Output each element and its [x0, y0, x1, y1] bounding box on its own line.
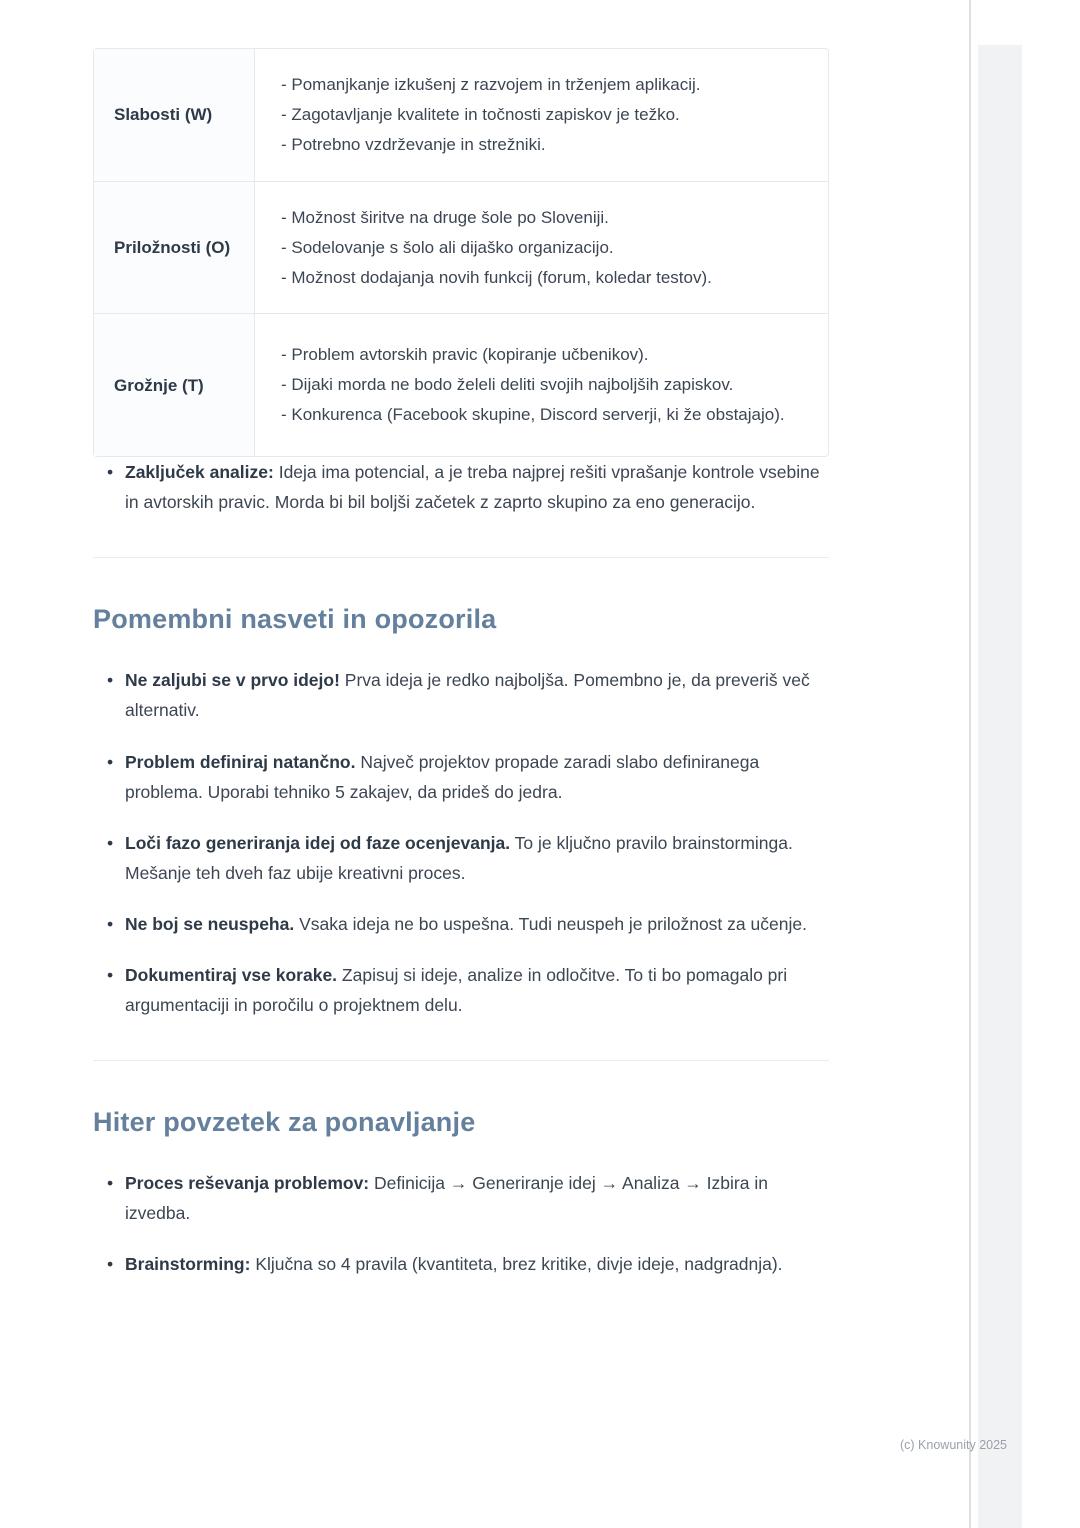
row-content — [254, 314, 828, 456]
tips-list — [93, 665, 829, 1020]
bullet-text: Največ projektov propade zaradi slabo definiranega problema. Uporabi tehniko 5 zakajev, da prideš do jedra. — [125, 751, 760, 802]
row-label-text: Slabosti (W) — [114, 105, 213, 125]
table-row-weaknesses — [94, 49, 828, 182]
row-item: - Dijaki morda ne bodo želeli deliti svojih najboljših zapiskov. — [281, 375, 734, 395]
summary-list — [93, 1168, 829, 1279]
bullet-text: Zapisuj si ideje, analize in odločitve. To ti bo pomagalo pri argumentaciji in poročilu o projektnem delu. — [125, 965, 788, 1016]
bullet-lead: Ne boj se neuspeha. — [125, 913, 295, 934]
table-row-opportunities — [94, 182, 828, 315]
row-label — [94, 314, 254, 456]
row-item: - Zagotavljanje kvalitete in točnosti zapiskov je težko. — [281, 104, 680, 124]
row-item: - Konkurenca (Facebook skupine, Discord serverji, ki že obstajajo). — [281, 405, 785, 425]
list-item — [107, 828, 829, 888]
conclusion-list — [93, 457, 829, 517]
list-item — [107, 457, 829, 517]
bullet-lead: Problem definiraj natančno. — [125, 751, 356, 772]
conclusion-lead: Zaključek analize: — [125, 462, 274, 483]
bullet-text: To je ključno pravilo brainstorminga. Mešanje teh dveh faz ubije kreativni proces. — [125, 832, 793, 883]
section-divider — [93, 1060, 829, 1061]
bullet-lead: Ne zaljubi se v prvo idejo! — [125, 670, 340, 691]
row-label — [94, 49, 254, 181]
bullet-lead: Proces reševanja problemov: — [125, 1173, 370, 1194]
table-row-threats — [94, 314, 828, 456]
list-item — [107, 1249, 829, 1279]
conclusion-text: Ideja ima potencial, a je treba najprej rešiti vprašanje kontrole vsebine in avtorskih pravic. Morda bi bil boljši začetek z zaprto skupino za eno generacijo. — [125, 462, 820, 513]
bullet-lead: Brainstorming: — [125, 1254, 251, 1275]
scrollbar-track[interactable] — [978, 45, 1022, 1528]
copyright-notice: (c) Knowunity 2025 — [900, 1438, 1008, 1452]
row-label-text: Grožnje (T) — [114, 375, 204, 395]
bullet-text: Definicija → Generiranje idej → Analiza → Izbira in izvedba. — [125, 1173, 768, 1224]
document-page — [93, 48, 829, 1300]
bullet-text: Vsaka ideja ne bo uspešna. Tudi neuspeh je priložnost za učenje. — [299, 913, 807, 934]
bullet-text: Ključna so 4 pravila (kvantiteta, brez kritike, divje ideje, nadgradnja). — [255, 1254, 783, 1275]
row-item: - Pomanjkanje izkušenj z razvojem in trženjem aplikacij. — [281, 75, 701, 94]
page-edge-divider — [969, 0, 971, 1528]
list-item — [107, 665, 829, 725]
section-divider — [93, 557, 829, 558]
list-item — [107, 909, 829, 939]
list-item — [107, 960, 829, 1020]
row-item: - Potrebno vzdrževanje in strežniki. — [281, 134, 546, 154]
row-label — [94, 182, 254, 314]
section-title-summary: Hiter povzetek za ponavljanje — [93, 1107, 476, 1138]
row-content — [254, 49, 828, 181]
row-label-text: Priložnosti (O) — [114, 237, 231, 257]
list-item — [107, 1168, 829, 1228]
section-title-tips: Pomembni nasveti in opozorila — [93, 604, 497, 635]
bullet-lead: Loči fazo generiranja idej od faze ocenjevanja. — [125, 832, 511, 853]
bullet-text: Prva ideja je redko najboljša. Pomembno je, da preveriš več alternativ. — [125, 670, 810, 721]
swot-table — [93, 48, 829, 457]
bullet-lead: Dokumentiraj vse korake. — [125, 965, 338, 985]
row-content — [254, 182, 828, 314]
row-item: - Možnost širitve na druge šole po Sloveniji. — [281, 207, 609, 227]
row-item: - Problem avtorskih pravic (kopiranje učbenikov). — [281, 345, 649, 365]
row-item: - Možnost dodajanja novih funkcij (forum, koledar testov). — [281, 267, 712, 287]
row-item: - Sodelovanje s šolo ali dijaško organizacijo. — [281, 237, 614, 257]
list-item — [107, 747, 829, 807]
